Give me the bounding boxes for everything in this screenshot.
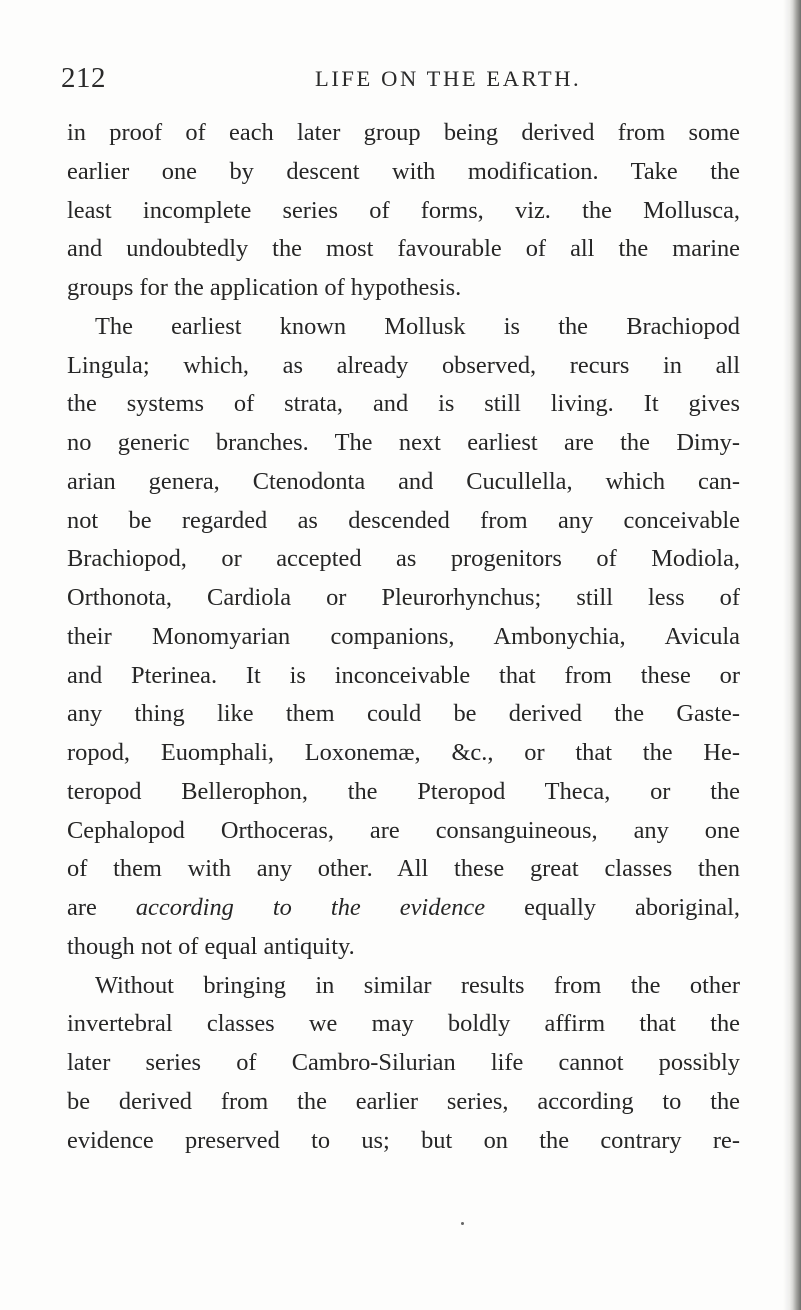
italic-phrase: according to the evidence <box>135 894 486 921</box>
text-line: though not of equal antiquity. <box>67 932 355 960</box>
page-header <box>61 62 741 102</box>
text-line: and undoubtedly the most favourable of all the marine <box>67 235 740 263</box>
text-run: are <box>67 894 97 921</box>
scan-speck <box>461 1222 464 1225</box>
text-line: in proof of each later group being derived from some <box>67 119 740 146</box>
text-line: least incomplete series of forms, viz. the Mollusca, <box>67 196 740 224</box>
text-line: groups for the application of hypothesis. <box>67 274 462 301</box>
running-head: LIFE ON THE EARTH. <box>315 66 582 91</box>
text-line: any thing like them could be derived the Gaste- <box>67 700 740 728</box>
paragraph <box>67 308 740 967</box>
text-line: of them with any other. All these great classes then <box>67 855 740 883</box>
text-run: equally aboriginal, <box>524 894 740 921</box>
text-line: The earliest known Mollusk is the Brachiopod <box>95 312 740 340</box>
text-line: Cephalopod Orthoceras, are consanguineous, any one <box>67 816 740 844</box>
text-line: later series of Cambro-Silurian life cannot possibly <box>67 1049 740 1076</box>
text-line: not be regarded as descended from any conceivable <box>67 506 740 534</box>
text-line: the systems of strata, and is still living. It gives <box>67 390 740 418</box>
text-line: evidence preserved to us; but on the contrary re- <box>67 1126 740 1154</box>
text-line: invertebral classes we may boldly affirm that the <box>67 1010 740 1038</box>
text-line: arian genera, Ctenodonta and Cucullella, which can- <box>67 467 740 495</box>
text-line: Lingula; which, as already observed, recurs in all <box>67 351 740 379</box>
binding-edge <box>789 0 801 1310</box>
text-line: Without bringing in similar results from the other <box>95 971 740 999</box>
text-line: ropod, Euomphali, Loxonemæ, &c., or that the He- <box>67 739 740 766</box>
paragraph <box>67 967 740 1161</box>
body-text <box>67 114 740 1160</box>
text-line: teropod Bellerophon, the Pteropod Theca, or the <box>67 777 740 805</box>
page-number: 212 <box>61 62 106 94</box>
text-line: their Monomyarian companions, Ambonychia, Avicula <box>67 622 740 650</box>
text-line: earlier one by descent with modification. Take the <box>67 157 740 185</box>
text-line: no generic branches. The next earliest are the Dimy- <box>67 429 740 456</box>
paragraph <box>67 114 740 308</box>
text-line: be derived from the earlier series, according to the <box>67 1087 740 1115</box>
text-line: Orthonota, Cardiola or Pleurorhynchus; still less of <box>67 584 740 611</box>
text-line <box>67 889 740 928</box>
text-line: Brachiopod, or accepted as progenitors of Modiola, <box>67 545 740 573</box>
text-line: and Pterinea. It is inconceivable that from these or <box>67 661 740 689</box>
